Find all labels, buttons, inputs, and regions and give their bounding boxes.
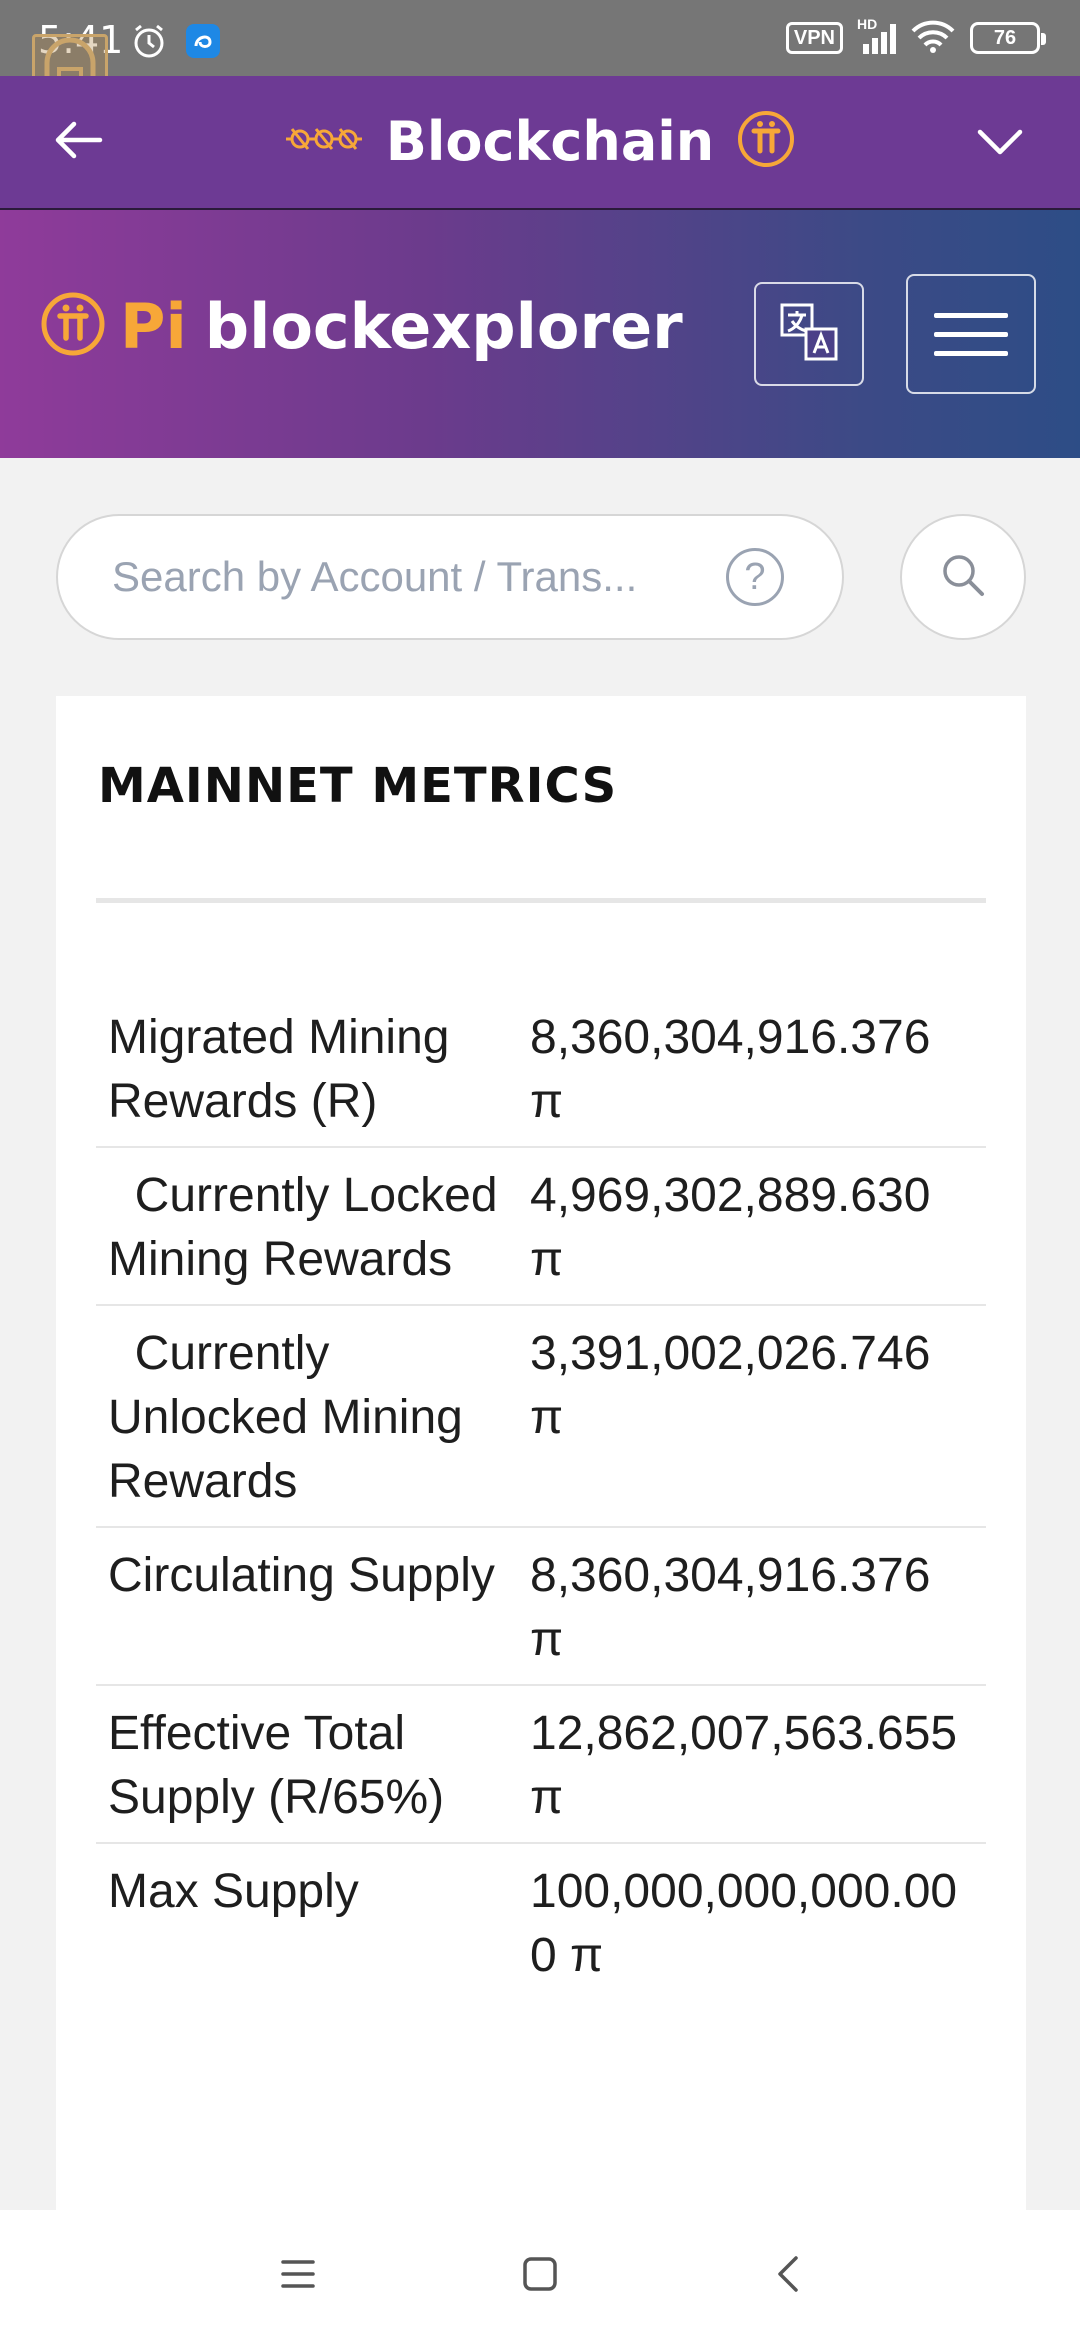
blockchain-chain-icon: [284, 121, 364, 162]
brand-name: blockexplorer: [204, 290, 683, 363]
status-right-cluster: [786, 16, 1040, 56]
metric-label: Currently Unlocked Mining Rewards: [108, 1327, 477, 1508]
app-notification-icon: [184, 22, 222, 65]
metric-row-migrated: [96, 996, 986, 1148]
metric-label: Effective Total Supply (R/65%): [108, 1707, 445, 1824]
menu-icon: [280, 2258, 316, 2295]
brand-pi: Pi: [120, 290, 187, 363]
metric-label: Max Supply: [108, 1865, 359, 1918]
help-icon[interactable]: ?: [726, 548, 784, 606]
translate-icon: [778, 301, 840, 368]
mainnet-metrics-card: [56, 696, 1026, 2236]
pi-logo-icon: [40, 291, 106, 362]
brand-logo[interactable]: [40, 290, 683, 363]
explorer-banner: [0, 210, 1080, 458]
home-button[interactable]: [510, 2246, 570, 2306]
search-input[interactable]: [112, 553, 712, 601]
system-back-button[interactable]: [758, 2246, 818, 2306]
metric-value: 100,000,000,000.000 π: [530, 1865, 958, 1982]
signal-icon: [857, 16, 896, 54]
metric-label: Migrated Mining Rewards (R): [108, 1011, 450, 1128]
chevron-down-button[interactable]: [964, 106, 1036, 178]
metric-value: 12,862,007,563.655 π: [530, 1707, 958, 1824]
battery-icon: [970, 22, 1040, 54]
menu-line: [934, 313, 1008, 318]
alarm-icon: [130, 22, 168, 65]
metric-row-locked: [96, 1148, 986, 1306]
card-divider: [96, 898, 986, 903]
metrics-table: [96, 996, 986, 2000]
search-button[interactable]: [900, 514, 1026, 640]
metric-label: Circulating Supply: [108, 1549, 495, 1602]
recent-apps-button[interactable]: [268, 2246, 328, 2306]
status-time: 5:41: [38, 18, 124, 62]
square-icon: [522, 2256, 558, 2297]
metric-value: 3,391,002,026.746 π: [530, 1327, 931, 1444]
metric-value: 4,969,302,889.630 π: [530, 1169, 931, 1286]
card-title: MAINNET METRICS: [98, 758, 618, 814]
metric-row-unlocked: [96, 1306, 986, 1528]
network-type-label: HD: [857, 16, 878, 32]
chevron-left-icon: [776, 2255, 800, 2298]
wifi-icon: [910, 19, 956, 58]
translate-button[interactable]: [754, 282, 864, 386]
metric-value: 8,360,304,916.376 π: [530, 1011, 931, 1128]
search-bar: [56, 514, 844, 640]
battery-level: 76: [993, 26, 1017, 49]
menu-line: [934, 351, 1008, 356]
menu-line: [934, 332, 1008, 337]
hamburger-menu-button[interactable]: [906, 274, 1036, 394]
vpn-badge: VPN: [786, 22, 843, 54]
app-header: [0, 76, 1080, 210]
header-title: [0, 96, 1080, 186]
pi-coin-icon: [736, 109, 796, 174]
metric-row-circulating: [96, 1528, 986, 1686]
metric-row-max-supply: [96, 1844, 986, 2000]
system-nav-bar: [0, 2210, 1080, 2340]
metric-label: Currently Locked Mining Rewards: [108, 1169, 511, 1286]
metric-row-effective-total: [96, 1686, 986, 1844]
search-icon: [938, 550, 988, 605]
app-title: Blockchain: [385, 109, 715, 173]
status-bar: [0, 0, 1080, 76]
metric-value: 8,360,304,916.376 π: [530, 1549, 931, 1666]
